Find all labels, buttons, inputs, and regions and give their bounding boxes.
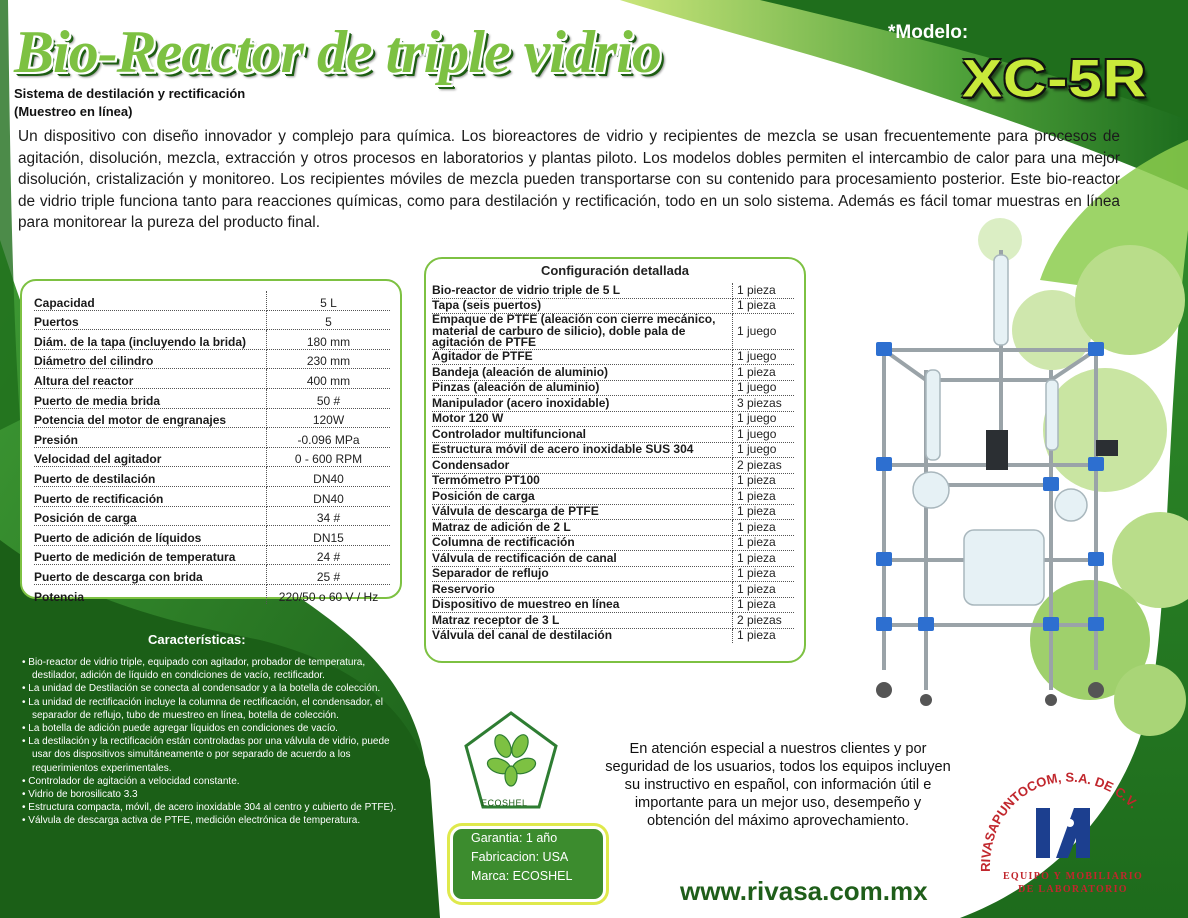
config-quantity: 1 pieza (733, 365, 795, 381)
config-row (432, 520, 794, 536)
config-row (432, 582, 794, 598)
config-row (432, 283, 794, 298)
config-row (432, 365, 794, 381)
company-logo (966, 768, 1172, 874)
configuration-table (432, 283, 794, 643)
subtitle (14, 85, 245, 121)
config-item: Columna de rectificación (432, 535, 733, 551)
config-quantity: 1 pieza (733, 489, 795, 505)
config-item: Estructura móvil de acero inoxidable SUS 304 (432, 442, 733, 458)
company-tagline-line-2: DE LABORATORIO (1018, 884, 1128, 895)
config-item: Empaque de PTFE (aleación con cierre mecánico, material de carburo de silicio), doble pala de agitación de PTFE (432, 314, 733, 350)
config-item: Reservorio (432, 582, 733, 598)
config-row (432, 504, 794, 520)
feature-item: • La botella de adición puede agregar líquidos en condiciones de vacío. (22, 722, 410, 735)
config-quantity: 1 pieza (733, 298, 795, 314)
spec-value: DN40 (267, 467, 391, 487)
spec-value: 24 # (267, 545, 391, 565)
spec-row (34, 526, 390, 546)
spec-label: Potencia del motor de engranajes (34, 408, 267, 428)
config-item: Pinzas (aleación de aluminio) (432, 380, 733, 396)
feature-item: • Válvula de descarga activa de PTFE, medición electrónica de temperatura. (22, 814, 410, 827)
config-quantity: 1 pieza (733, 504, 795, 520)
config-row (432, 380, 794, 396)
specifications-table (34, 291, 390, 604)
config-quantity: 2 piezas (733, 458, 795, 474)
config-row (432, 566, 794, 582)
config-item: Válvula de descarga de PTFE (432, 504, 733, 520)
company-tagline (983, 870, 1163, 896)
spec-label: Puerto de adición de líquidos (34, 526, 267, 546)
company-tagline-line-1: EQUIPO Y MOBILIARIO (1002, 871, 1144, 882)
config-item: Matraz de adición de 2 L (432, 520, 733, 536)
spec-row (34, 486, 390, 506)
config-quantity: 1 juego (733, 442, 795, 458)
spec-value: 220/50 o 60 V / Hz (278, 589, 379, 604)
spec-row (34, 428, 390, 448)
config-item: Agitador de PTFE (432, 349, 733, 365)
config-item: Tapa (seis puertos) (432, 298, 733, 314)
config-item: Válvula de rectificación de canal (432, 551, 733, 567)
config-quantity: 1 pieza (733, 473, 795, 489)
config-row (432, 597, 794, 613)
spec-value: 50 # (267, 388, 391, 408)
config-item: Bio-reactor de vidrio triple de 5 L (432, 283, 733, 298)
config-item: Motor 120 W (432, 411, 733, 427)
spec-label: Diámetro del cilindro (34, 349, 267, 369)
company-name: RIVASAPUNTOCOM, S.A. DE C.V. (977, 769, 1142, 872)
bioreactor-product-image (846, 250, 1126, 710)
feature-item: • Estructura compacta, móvil, de acero inoxidable 304 al centro y cubierto de PTFE). (22, 801, 410, 814)
manufacture-text: Fabricacion: USA (471, 850, 569, 864)
config-quantity: 1 pieza (733, 551, 795, 567)
spec-label: Puerto de rectificación (34, 486, 267, 506)
ecoshel-logo (463, 710, 559, 810)
spec-value: DN15 (267, 526, 391, 546)
model-label: *Modelo: (888, 22, 969, 43)
config-item: Dispositivo de muestreo en línea (432, 597, 733, 613)
config-row (432, 628, 794, 643)
ecoshel-logo-text: ECOSHEL (481, 798, 528, 808)
config-quantity: 2 piezas (733, 613, 795, 629)
config-row (432, 411, 794, 427)
spec-value: 25 # (267, 565, 391, 585)
config-quantity: 1 pieza (733, 582, 795, 598)
config-quantity: 1 juego (733, 314, 795, 350)
features-list (22, 656, 410, 828)
intro-paragraph: Un dispositivo con diseño innovador y complejo para química. Los bioreactores de vidrio y recipientes de mezcla se usan frecuentemente para procesos de agitación, disolución, mezcla, extracción y otros procesos en laboratorios y plantas piloto. Los modelos dobles permiten el intercambio de calor para una mejor disolución, cristalización y monitoreo. Los recipientes móviles de mezcla pueden transportarse con su contenido para procesamiento posterior. Este bio-reactor de vidrio triple funciona tanto para reacciones químicas, como para destilación y rectificación, todo en un solo sistema. Además es fácil tomar muestras en línea para monitorear la pureza del producto final. (18, 128, 1120, 231)
config-quantity: 1 pieza (733, 520, 795, 536)
spec-value: -0.096 MPa (267, 428, 391, 448)
config-row (432, 551, 794, 567)
config-item: Controlador multifuncional (432, 427, 733, 443)
config-quantity: 1 juego (733, 349, 795, 365)
config-row (432, 613, 794, 629)
spec-row (34, 408, 390, 428)
spec-row (34, 506, 390, 526)
model-number: XC-5R (962, 48, 1148, 108)
config-quantity: 1 juego (733, 411, 795, 427)
config-row (432, 473, 794, 489)
config-quantity: 1 pieza (733, 283, 795, 298)
config-item: Matraz receptor de 3 L (432, 613, 733, 629)
config-row (432, 396, 794, 412)
page-title: Bio-Reactor de triple vidrio (14, 19, 661, 85)
config-quantity: 1 pieza (733, 597, 795, 613)
spec-label: Capacidad (34, 291, 267, 310)
feature-item: • Bio-reactor de vidrio triple, equipado con agitador, probador de temperatura, destilador, adición de líquido en condiciones de vacío, rectificador. (22, 656, 410, 682)
subtitle-line-2: (Muestreo en línea) (14, 104, 133, 119)
spec-label: Velocidad del agitador (34, 447, 267, 467)
spec-value: 0 - 600 RPM (267, 447, 391, 467)
spec-value: 120W (267, 408, 391, 428)
spec-label: Diám. de la tapa (incluyendo la brida) (34, 330, 267, 350)
spec-value: 400 mm (267, 369, 391, 389)
spec-label: Potencia (34, 584, 267, 603)
spec-row (34, 545, 390, 565)
feature-item: • La destilación y la rectificación están controladas por una válvula de vidrio, puede usar dos dispositivos simultáneamente o por separado de acuerdo a los requerimientos experimentales. (22, 735, 410, 775)
spec-value: 180 mm (267, 330, 391, 350)
config-item: Condensador (432, 458, 733, 474)
config-row (432, 427, 794, 443)
spec-row (34, 565, 390, 585)
spec-label: Posición de carga (34, 506, 267, 526)
spec-row (34, 369, 390, 389)
spec-row (34, 310, 390, 330)
spec-label: Altura del reactor (34, 369, 267, 389)
specifications-panel (20, 279, 402, 604)
config-item: Posición de carga (432, 489, 733, 505)
brand-text: Marca: ECOSHEL (471, 869, 573, 883)
notice-paragraph: En atención especial a nuestros clientes y por seguridad de los usuarios, todos los equipos incluyen su instructivo en español, con información útil e importante para un mejor uso, desempeño y obtención del máximo aprovechamiento. (605, 741, 951, 829)
subtitle-line-1: Sistema de destilación y rectificación (14, 86, 246, 101)
config-row (432, 535, 794, 551)
spec-value: DN40 (267, 486, 391, 506)
feature-item: • Vidrio de borosilicato 3.3 (22, 788, 410, 801)
config-row (432, 489, 794, 505)
spec-row (34, 291, 390, 310)
spec-label: Puerto de destilación (34, 467, 267, 487)
configuration-title: Configuración detallada (540, 263, 690, 278)
spec-value: 5 L (267, 291, 391, 310)
website-link[interactable]: www.rivasa.com.mx (680, 876, 928, 906)
config-row (432, 349, 794, 365)
spec-row (34, 330, 390, 350)
spec-row (34, 388, 390, 408)
config-quantity: 1 pieza (737, 628, 776, 642)
feature-item: • La unidad de Destilación se conecta al condensador y a la botella de colección. (22, 682, 410, 695)
feature-item: • Controlador de agitación a velocidad constante. (22, 775, 410, 788)
spec-value: 5 (267, 310, 391, 330)
spec-label: Puerto de medición de temperatura (34, 545, 267, 565)
config-row (432, 314, 794, 350)
features-title: Características: (148, 632, 246, 647)
spec-label: Puerto de media brida (34, 388, 267, 408)
config-row (432, 442, 794, 458)
config-quantity: 1 juego (733, 380, 795, 396)
spec-label: Presión (34, 428, 267, 448)
spec-value: 230 mm (267, 349, 391, 369)
config-row (432, 458, 794, 474)
config-quantity: 1 pieza (733, 535, 795, 551)
config-quantity: 1 juego (733, 427, 795, 443)
warranty-text: Garantia: 1 año (471, 831, 558, 845)
config-quantity: 1 pieza (733, 566, 795, 582)
spec-value: 34 # (267, 506, 391, 526)
config-quantity: 3 piezas (733, 396, 795, 412)
spec-label: Puerto de descarga con brida (34, 565, 267, 585)
feature-item: • La unidad de rectificación incluye la columna de rectificación, el condensador, el separador de reflujo, tubo de muestreo en línea, botella de colección. (22, 696, 410, 722)
spec-row (34, 584, 390, 603)
configuration-panel (424, 257, 806, 663)
config-item: Separador de reflujo (432, 566, 733, 582)
guarantee-box (450, 826, 606, 902)
config-item: Termómetro PT100 (432, 473, 733, 489)
spec-row (34, 467, 390, 487)
spec-label: Puertos (34, 310, 267, 330)
config-item: Válvula del canal de destilación (432, 628, 733, 643)
config-item: Bandeja (aleación de aluminio) (432, 365, 733, 381)
spec-row (34, 349, 390, 369)
config-item: Manipulador (acero inoxidable) (432, 396, 733, 412)
spec-row (34, 447, 390, 467)
